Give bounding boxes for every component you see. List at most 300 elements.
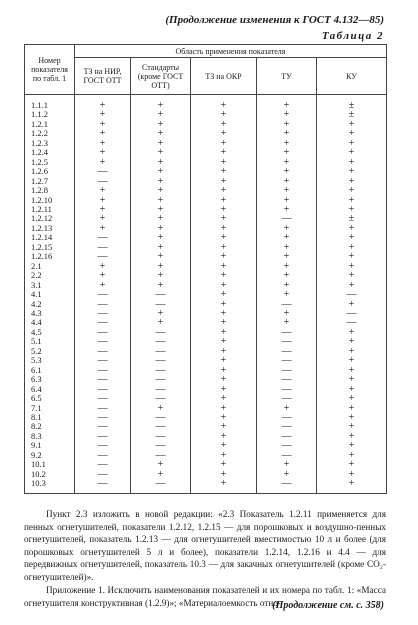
row-number: 1.2.12 [25, 214, 75, 223]
cell-mark: — [75, 432, 131, 441]
table-row [25, 139, 387, 148]
cell-mark: — [75, 422, 131, 431]
cell-mark: + [257, 158, 317, 167]
row-number: 4.3 [25, 309, 75, 318]
table-row [25, 120, 387, 129]
row-number: 1.2.4 [25, 148, 75, 157]
table-row [25, 413, 387, 422]
row-number: 1.1.2 [25, 110, 75, 119]
row-number: 6.4 [25, 385, 75, 394]
cell-mark: + [191, 337, 257, 346]
row-number: 1.2.8 [25, 186, 75, 195]
cell-mark: + [131, 148, 191, 157]
cell-mark: + [191, 479, 257, 493]
cell-mark: — [75, 309, 131, 318]
cell-mark: ± [317, 110, 387, 119]
row-number: 10.2 [25, 470, 75, 479]
cell-mark: + [257, 271, 317, 280]
cell-mark: — [131, 441, 191, 450]
table-row [25, 385, 387, 394]
cell-mark: + [191, 167, 257, 176]
cell-mark: + [317, 262, 387, 271]
cell-mark: — [131, 451, 191, 460]
cell-mark: + [191, 224, 257, 233]
cell-mark: + [191, 375, 257, 384]
cell-mark: + [317, 224, 387, 233]
cell-mark: + [191, 177, 257, 186]
cell-mark: + [317, 479, 387, 493]
cell-mark: + [131, 404, 191, 413]
cell-mark: + [317, 328, 387, 337]
table-row [25, 281, 387, 290]
row-number: 8.1 [25, 413, 75, 422]
cell-mark: — [257, 413, 317, 422]
cell-mark: — [317, 290, 387, 299]
cell-mark: + [317, 271, 387, 280]
cell-mark: + [317, 243, 387, 252]
row-number: 1.2.15 [25, 243, 75, 252]
table-row [25, 375, 387, 384]
table-row [25, 460, 387, 469]
area-header: Область применения показателя [75, 45, 387, 58]
cell-mark: + [317, 404, 387, 413]
table-row [25, 158, 387, 167]
cell-mark: + [257, 243, 317, 252]
cell-mark: — [131, 300, 191, 309]
cell-mark: + [191, 394, 257, 403]
cell-mark: + [131, 233, 191, 242]
cell-mark: — [257, 300, 317, 309]
cell-mark: — [257, 347, 317, 356]
cell-mark: — [75, 470, 131, 479]
cell-mark: — [131, 413, 191, 422]
cell-mark: — [257, 441, 317, 450]
cell-mark: + [317, 385, 387, 394]
cell-mark: + [317, 394, 387, 403]
row-number: 5.1 [25, 337, 75, 346]
table-body [25, 95, 387, 494]
cell-mark: + [131, 110, 191, 119]
row-number: 1.2.14 [25, 233, 75, 242]
cell-mark: + [257, 186, 317, 195]
cell-mark: + [75, 205, 131, 214]
page-header: (Продолжение изменения к ГОСТ 4.132—85) [165, 14, 384, 26]
cell-mark: + [191, 300, 257, 309]
cell-mark: + [317, 470, 387, 479]
cell-mark: — [75, 356, 131, 365]
cell-mark: + [257, 129, 317, 138]
cell-mark: — [75, 413, 131, 422]
cell-mark: — [131, 479, 191, 493]
cell-mark: — [257, 328, 317, 337]
cell-mark: — [75, 318, 131, 327]
table-row [25, 441, 387, 450]
cell-mark: + [257, 95, 317, 111]
cell-mark: + [257, 290, 317, 299]
row-number: 6.5 [25, 394, 75, 403]
cell-mark: + [191, 233, 257, 242]
cell-mark: — [75, 328, 131, 337]
cell-mark: + [257, 281, 317, 290]
row-number: 6.3 [25, 375, 75, 384]
table-row [25, 243, 387, 252]
row-number: 7.1 [25, 404, 75, 413]
cell-mark: — [131, 337, 191, 346]
cell-mark: + [317, 375, 387, 384]
cell-mark: ± [317, 214, 387, 223]
table-row [25, 451, 387, 460]
cell-mark: — [257, 214, 317, 223]
cell-mark: — [257, 366, 317, 375]
cell-mark: + [191, 385, 257, 394]
cell-mark: — [257, 337, 317, 346]
cell-mark: + [75, 148, 131, 157]
cell-mark: + [191, 139, 257, 148]
cell-mark: + [191, 148, 257, 157]
paragraph-1: Пункт 2.3 изложить в новой редакции: «2.3 Показатель 1.2.11 применяется для пенных огнетушителей, показатели 1.2.12, 1.2.15 — для порошковых и воздушно-пенных огнетушителей, показатель 1.2.13 — для огнетушителей вместимостью 10 л и более (для порошковых огнетушителей 5 л и более), показатели 1.2.14, 1.2.16 и 4.4 — для передвижных огнетушителей, показатель 10.3 — для закачных огнетушителей (кроме CO₂-огнетушителей)». [24, 509, 386, 582]
cell-mark: + [131, 139, 191, 148]
table-row [25, 356, 387, 365]
row-number: 1.2.7 [25, 177, 75, 186]
cell-mark: + [131, 460, 191, 469]
cell-mark: + [317, 413, 387, 422]
row-number: 1.2.11 [25, 205, 75, 214]
cell-mark: + [317, 422, 387, 431]
row-number: 8.3 [25, 432, 75, 441]
cell-mark: + [191, 460, 257, 469]
cell-mark: + [317, 356, 387, 365]
row-number: 2.2 [25, 271, 75, 280]
table-row [25, 233, 387, 242]
cell-mark: + [317, 460, 387, 469]
cell-mark: + [257, 233, 317, 242]
row-number: 5.3 [25, 356, 75, 365]
cell-mark: + [317, 177, 387, 186]
table-row [25, 318, 387, 327]
row-number: 4.5 [25, 328, 75, 337]
cell-mark: + [131, 177, 191, 186]
table-row [25, 404, 387, 413]
cell-mark: + [317, 281, 387, 290]
cell-mark: + [191, 158, 257, 167]
cell-mark: + [257, 110, 317, 119]
cell-mark: + [191, 366, 257, 375]
cell-mark: + [131, 120, 191, 129]
cell-mark: + [191, 252, 257, 261]
cell-mark: — [75, 252, 131, 261]
cell-mark: + [317, 186, 387, 195]
cell-mark: + [317, 366, 387, 375]
cell-mark: + [131, 129, 191, 138]
cell-mark: — [317, 318, 387, 327]
cell-mark: + [317, 441, 387, 450]
table-row [25, 309, 387, 318]
cell-mark: — [131, 375, 191, 384]
table-row [25, 186, 387, 195]
table-row [25, 366, 387, 375]
cell-mark: — [131, 366, 191, 375]
cell-mark: — [75, 177, 131, 186]
cell-mark: + [131, 214, 191, 223]
cell-mark: + [131, 281, 191, 290]
table-row [25, 95, 387, 111]
cell-mark: + [257, 205, 317, 214]
cell-mark: + [75, 262, 131, 271]
cell-mark: + [131, 167, 191, 176]
cell-mark: + [191, 356, 257, 365]
cell-mark: — [257, 479, 317, 493]
col-header-standards: Стандарты (кроме ГОСТ ОТТ) [131, 58, 191, 95]
num-header: Номер показателя по табл. 1 [25, 45, 75, 95]
cell-mark: + [75, 129, 131, 138]
cell-mark: + [131, 271, 191, 280]
cell-mark: + [131, 224, 191, 233]
row-number: 4.2 [25, 300, 75, 309]
table-row [25, 290, 387, 299]
row-number: 10.3 [25, 479, 75, 493]
cell-mark: + [257, 148, 317, 157]
body-text [24, 508, 386, 609]
page-footer: (Продолжение см. с. 358) [272, 600, 384, 611]
table-row [25, 167, 387, 176]
cell-mark: + [75, 196, 131, 205]
cell-mark: + [257, 318, 317, 327]
cell-mark: + [257, 252, 317, 261]
table-row [25, 271, 387, 280]
cell-mark: + [257, 460, 317, 469]
cell-mark: + [75, 281, 131, 290]
cell-mark: + [75, 224, 131, 233]
row-number: 1.2.6 [25, 167, 75, 176]
cell-mark: + [131, 243, 191, 252]
cell-mark: — [257, 394, 317, 403]
col-header-tu: ТУ [257, 58, 317, 95]
table-row [25, 252, 387, 261]
row-number: 1.2.1 [25, 120, 75, 129]
cell-mark: + [317, 337, 387, 346]
cell-mark: + [191, 129, 257, 138]
cell-mark: + [75, 139, 131, 148]
table-row [25, 205, 387, 214]
cell-mark: — [75, 460, 131, 469]
cell-mark: — [131, 432, 191, 441]
cell-mark: + [75, 271, 131, 280]
cell-mark: + [131, 196, 191, 205]
table-row [25, 470, 387, 479]
cell-mark: — [131, 347, 191, 356]
table-row [25, 177, 387, 186]
table-row [25, 148, 387, 157]
cell-mark: — [75, 243, 131, 252]
cell-mark: + [257, 167, 317, 176]
cell-mark: + [75, 110, 131, 119]
cell-mark: — [257, 432, 317, 441]
row-number: 10.1 [25, 460, 75, 469]
cell-mark: + [257, 309, 317, 318]
cell-mark: + [75, 186, 131, 195]
cell-mark: — [131, 290, 191, 299]
cell-mark: + [317, 451, 387, 460]
cell-mark: — [75, 300, 131, 309]
col-header-tz-nir: ТЗ на НИР, ГОСТ ОТТ [75, 58, 131, 95]
row-number: 2.1 [25, 262, 75, 271]
cell-mark: + [131, 205, 191, 214]
cell-mark: + [317, 205, 387, 214]
cell-mark: — [75, 385, 131, 394]
cell-mark: + [191, 451, 257, 460]
cell-mark: + [191, 432, 257, 441]
col-header-ku: КУ [317, 58, 387, 95]
cell-mark: + [191, 120, 257, 129]
cell-mark: — [257, 385, 317, 394]
cell-mark: + [191, 243, 257, 252]
table-row [25, 262, 387, 271]
paragraph-2: Приложение 1. Исключить наименования показателей и их номера по табл. 1: «Масса огнетушителя конструктивная (1.2.9)»; «Материалоемкость отно- [24, 585, 386, 608]
cell-mark: + [191, 404, 257, 413]
cell-mark: — [257, 451, 317, 460]
cell-mark: + [191, 422, 257, 431]
table-row [25, 432, 387, 441]
cell-mark: + [131, 318, 191, 327]
cell-mark: + [191, 214, 257, 223]
table-row [25, 337, 387, 346]
cell-mark: + [191, 110, 257, 119]
cell-mark: — [75, 394, 131, 403]
cell-mark: — [131, 394, 191, 403]
cell-mark: + [317, 233, 387, 242]
cell-mark: + [257, 224, 317, 233]
cell-mark: + [257, 470, 317, 479]
applicability-table [24, 44, 387, 494]
cell-mark: + [131, 309, 191, 318]
table-row [25, 214, 387, 223]
cell-mark: + [131, 252, 191, 261]
cell-mark: + [257, 262, 317, 271]
cell-mark: + [75, 95, 131, 111]
cell-mark: — [131, 356, 191, 365]
table-row [25, 394, 387, 403]
cell-mark: + [317, 300, 387, 309]
cell-mark: + [317, 167, 387, 176]
row-number: 6.1 [25, 366, 75, 375]
table-row [25, 479, 387, 493]
table-row [25, 196, 387, 205]
row-number: 1.2.5 [25, 158, 75, 167]
cell-mark: — [75, 366, 131, 375]
cell-mark: + [191, 262, 257, 271]
cell-mark: + [191, 186, 257, 195]
cell-mark: — [257, 422, 317, 431]
cell-mark: + [317, 252, 387, 261]
row-number: 1.2.16 [25, 252, 75, 261]
cell-mark: + [191, 281, 257, 290]
cell-mark: + [191, 441, 257, 450]
row-number: 4.1 [25, 290, 75, 299]
table-row [25, 224, 387, 233]
cell-mark: + [257, 139, 317, 148]
cell-mark: — [75, 375, 131, 384]
table-row [25, 300, 387, 309]
cell-mark: + [191, 470, 257, 479]
cell-mark: ± [317, 95, 387, 111]
row-number: 1.1.1 [25, 95, 75, 111]
cell-mark: + [317, 148, 387, 157]
cell-mark: + [317, 347, 387, 356]
cell-mark: + [131, 158, 191, 167]
cell-mark: — [75, 404, 131, 413]
row-number: 4.4 [25, 318, 75, 327]
cell-mark: — [75, 479, 131, 493]
cell-mark: + [131, 186, 191, 195]
cell-mark: + [317, 129, 387, 138]
cell-mark: + [191, 347, 257, 356]
table-row [25, 110, 387, 119]
cell-mark: + [317, 139, 387, 148]
cell-mark: + [75, 214, 131, 223]
cell-mark: + [191, 205, 257, 214]
cell-mark: + [131, 262, 191, 271]
cell-mark: — [131, 422, 191, 431]
cell-mark: + [257, 196, 317, 205]
table-row [25, 129, 387, 138]
cell-mark: — [75, 441, 131, 450]
cell-mark: + [191, 290, 257, 299]
cell-mark: — [75, 167, 131, 176]
cell-mark: — [75, 451, 131, 460]
cell-mark: — [131, 328, 191, 337]
row-number: 5.2 [25, 347, 75, 356]
cell-mark: — [131, 385, 191, 394]
cell-mark: — [317, 309, 387, 318]
cell-mark: + [131, 470, 191, 479]
cell-mark: — [75, 290, 131, 299]
cell-mark: + [317, 120, 387, 129]
row-number: 1.2.13 [25, 224, 75, 233]
table-row [25, 422, 387, 431]
row-number: 1.2.2 [25, 129, 75, 138]
cell-mark: — [75, 233, 131, 242]
cell-mark: + [191, 309, 257, 318]
cell-mark: + [75, 158, 131, 167]
cell-mark: — [75, 337, 131, 346]
cell-mark: — [75, 347, 131, 356]
cell-mark: + [131, 95, 191, 111]
row-number: 9.2 [25, 451, 75, 460]
cell-mark: + [75, 120, 131, 129]
cell-mark: + [317, 196, 387, 205]
row-number: 9.1 [25, 441, 75, 450]
table-title: Таблица 2 [321, 30, 384, 42]
cell-mark: + [191, 413, 257, 422]
row-number: 1.2.10 [25, 196, 75, 205]
cell-mark: + [191, 196, 257, 205]
cell-mark: + [191, 95, 257, 111]
col-header-tz-okr: ТЗ на ОКР [191, 58, 257, 95]
cell-mark: — [257, 356, 317, 365]
cell-mark: + [257, 404, 317, 413]
table-row [25, 328, 387, 337]
cell-mark: + [257, 120, 317, 129]
cell-mark: — [257, 375, 317, 384]
row-number: 3.1 [25, 281, 75, 290]
row-number: 8.2 [25, 422, 75, 431]
cell-mark: + [317, 432, 387, 441]
row-number: 1.2.3 [25, 139, 75, 148]
cell-mark: + [191, 328, 257, 337]
cell-mark: + [191, 271, 257, 280]
cell-mark: + [257, 177, 317, 186]
table-row [25, 347, 387, 356]
